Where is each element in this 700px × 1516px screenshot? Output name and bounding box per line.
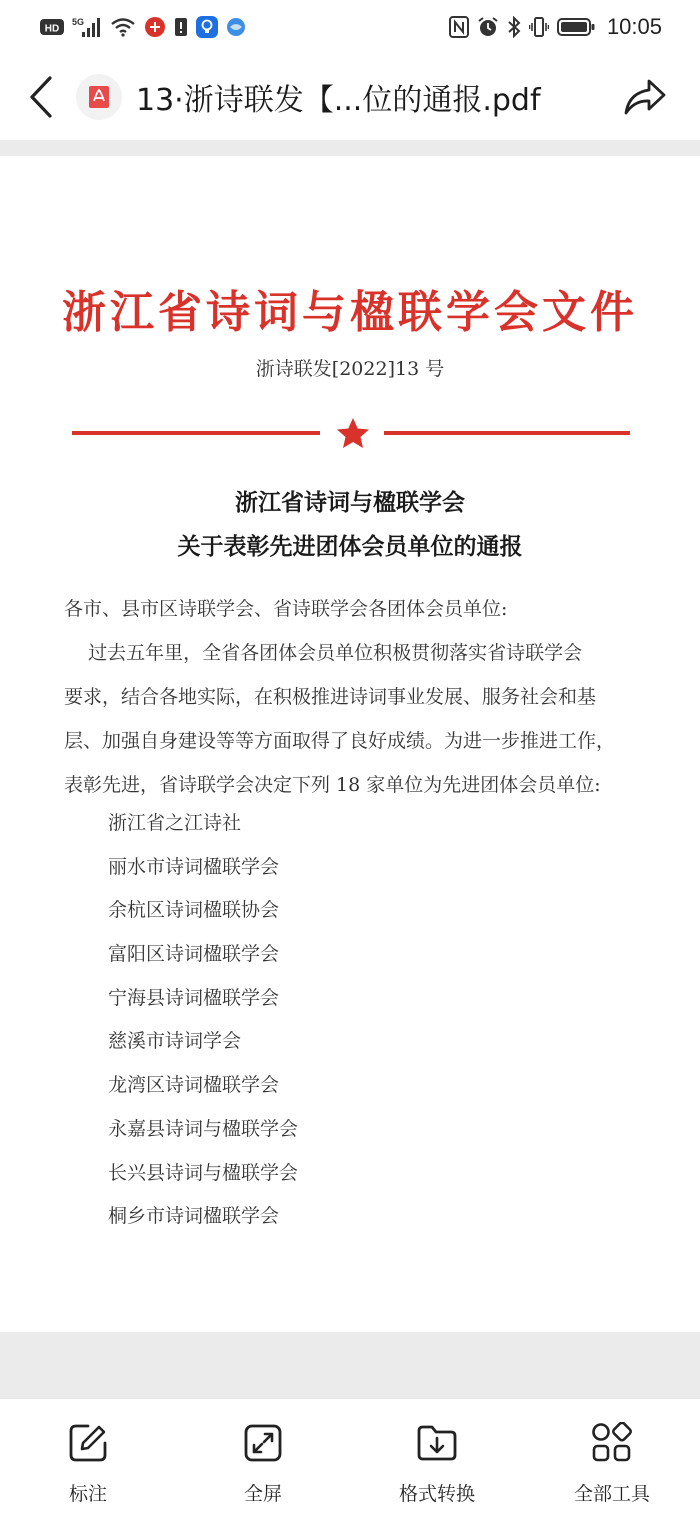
back-arrow-icon bbox=[26, 74, 56, 120]
alarm-icon bbox=[477, 16, 499, 38]
pdf-file-icon bbox=[76, 74, 122, 120]
back-button[interactable] bbox=[6, 54, 76, 140]
annotate-button[interactable] bbox=[28, 1399, 148, 1516]
status-right bbox=[449, 14, 662, 40]
document-title: 13·浙诗联发【...位的通报.pdf bbox=[136, 83, 541, 118]
star-icon bbox=[337, 418, 369, 448]
list-item: 丽水市诗词楹联学会 bbox=[108, 855, 280, 878]
list-item: 余杭区诗词楹联协会 bbox=[108, 899, 280, 922]
bottom-toolbar bbox=[0, 1398, 700, 1516]
browser-app-icon bbox=[226, 17, 246, 37]
unit-list bbox=[108, 808, 298, 1245]
edit-icon bbox=[66, 1421, 110, 1465]
list-item: 慈溪市诗词学会 bbox=[108, 1030, 242, 1053]
fullscreen-button[interactable] bbox=[203, 1399, 323, 1516]
red-star-divider bbox=[72, 418, 630, 448]
clock: 10:05 bbox=[606, 14, 662, 39]
vibrate-icon bbox=[529, 16, 549, 38]
list-item: 桐乡市诗词楹联学会 bbox=[108, 1205, 280, 1228]
share-button[interactable] bbox=[620, 72, 670, 122]
fullscreen-icon bbox=[241, 1421, 285, 1465]
bulb-app-icon bbox=[196, 16, 218, 38]
list-item: 浙江省之江诗社 bbox=[108, 812, 242, 834]
hd-icon bbox=[40, 18, 64, 36]
svg-text:HD: HD bbox=[44, 23, 60, 35]
salutation: 各市、县市区诗联学会、省诗联学会各团体会员单位: bbox=[64, 598, 508, 620]
list-item: 富阳区诗词楹联学会 bbox=[108, 943, 280, 966]
nfc-icon bbox=[449, 16, 469, 38]
status-left bbox=[40, 16, 246, 38]
document-heading-line2: 关于表彰先进团体会员单位的通报 bbox=[177, 533, 523, 560]
document-header: 浙江省诗词与楹联学会文件 bbox=[62, 287, 638, 338]
list-item: 长兴县诗词与楹联学会 bbox=[108, 1161, 299, 1184]
list-item: 宁海县诗词楹联学会 bbox=[108, 986, 280, 1009]
svg-text:5G: 5G bbox=[72, 17, 85, 27]
format-convert-label: 格式转换 bbox=[398, 1483, 475, 1505]
list-item: 永嘉县诗词与楹联学会 bbox=[108, 1117, 299, 1140]
all-tools-button[interactable] bbox=[552, 1399, 672, 1516]
cellular-signal-icon bbox=[72, 16, 102, 38]
document-heading-line1: 浙江省诗词与楹联学会 bbox=[235, 489, 465, 516]
share-icon bbox=[623, 77, 667, 117]
notice-icon bbox=[174, 16, 188, 38]
all-tools-label: 全部工具 bbox=[573, 1483, 650, 1505]
body-paragraph-line: 表彰先进，省诗联学会决定下列 18 家单位为先进团体会员单位: bbox=[64, 774, 601, 796]
pdf-page bbox=[0, 156, 700, 1332]
status-bar bbox=[0, 0, 700, 54]
bluetooth-icon bbox=[507, 16, 521, 38]
wifi-icon bbox=[110, 17, 136, 37]
folder-download-icon bbox=[415, 1421, 459, 1465]
body-paragraph-line: 过去五年里，全省各团体会员单位积极贯彻落实省诗联学会 bbox=[64, 642, 583, 664]
app-notification-icon bbox=[144, 16, 166, 38]
body-paragraph-line: 要求，结合各地实际，在积极推进诗词事业发展、服务社会和基 bbox=[64, 686, 597, 708]
document-viewer[interactable] bbox=[0, 140, 700, 1398]
battery-icon bbox=[557, 17, 595, 37]
apps-grid-icon bbox=[590, 1421, 634, 1465]
body-paragraph-line: 层、加强自身建设等等方面取得了良好成绩。为进一步推进工作， bbox=[64, 730, 616, 752]
annotate-label: 标注 bbox=[68, 1483, 107, 1505]
document-number: 浙诗联发[2022]13 号 bbox=[255, 358, 445, 380]
title-bar bbox=[0, 54, 700, 140]
list-item: 龙湾区诗词楹联学会 bbox=[108, 1074, 280, 1097]
format-convert-button[interactable] bbox=[377, 1399, 497, 1516]
fullscreen-label: 全屏 bbox=[243, 1483, 282, 1505]
